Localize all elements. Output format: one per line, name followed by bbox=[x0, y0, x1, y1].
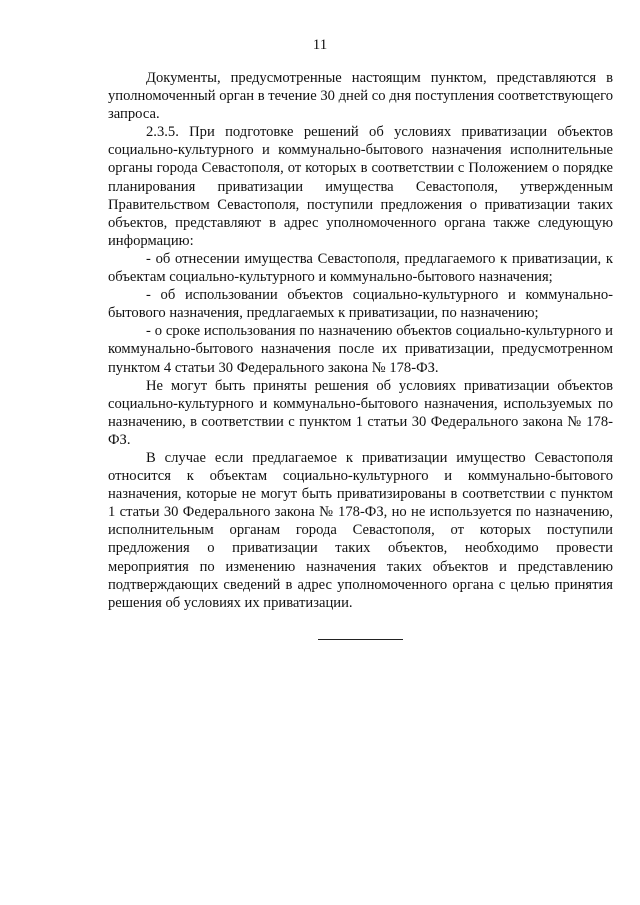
paragraph-restriction: Не могут быть приняты решения об условиях приватизации объектов социально-культурного и коммунально-бытового назначения, используемых по назначению, в соответствии с пунктом 1 статьи 30 Федерального закона № 178-ФЗ. bbox=[108, 377, 613, 448]
paragraph-change-of-purpose: В случае если предлагаемое к приватизации имущество Севастополя относится к объектам социально-культурного и коммунально-бытового назначения, которые не могут быть приватизированы в соответствии с пунктом 1 статьи 30 Федерального закона № 178-ФЗ, но не используется по назначению, исполнительным органам города Севастополя, от которых поступили предложения о приватизации таких объектов, необходимо провести мероприятия по изменению назначения таких объектов и представлению подтверждающих сведений в адрес уполномоченного органа с целью принятия решения об условиях их приватизации. bbox=[108, 449, 613, 611]
page-number: 11 bbox=[312, 37, 328, 53]
document-body bbox=[108, 69, 613, 612]
list-item-usage-term: - о сроке использования по назначению объектов социально-культурного и коммунально-бытового назначения после их приватизации, предусмотренном пунктом 4 статьи 30 Федерального закона № 178-ФЗ. bbox=[108, 323, 613, 376]
paragraph-2-3-5: 2.3.5. При подготовке решений об условиях приватизации объектов социально-культурного и коммунально-бытового назначения исполнительные органы города Севастополя, от которых в соответствии с Положением о порядке планирования приватизации имущества Севастополя, утвержденным Правительством Севастополя, поступили предложения о приватизации таких объектов, представляют в адрес уполномоченного органа также следующую информацию: bbox=[108, 124, 613, 249]
end-divider-line bbox=[318, 639, 403, 640]
list-item-property-usage: - об использовании объектов социально-культурного и коммунально-бытового назначения, предлагаемых к приватизации, по назначению; bbox=[108, 287, 613, 322]
list-item-property-classification: - об отнесении имущества Севастополя, предлагаемого к приватизации, к объектам социально-культурного и коммунально-бытового назначения; bbox=[108, 250, 613, 286]
paragraph-documents-deadline: Документы, предусмотренные настоящим пунктом, представляются в уполномоченный орган в течение 30 дней со дня поступления соответствующего запроса. bbox=[108, 70, 613, 123]
